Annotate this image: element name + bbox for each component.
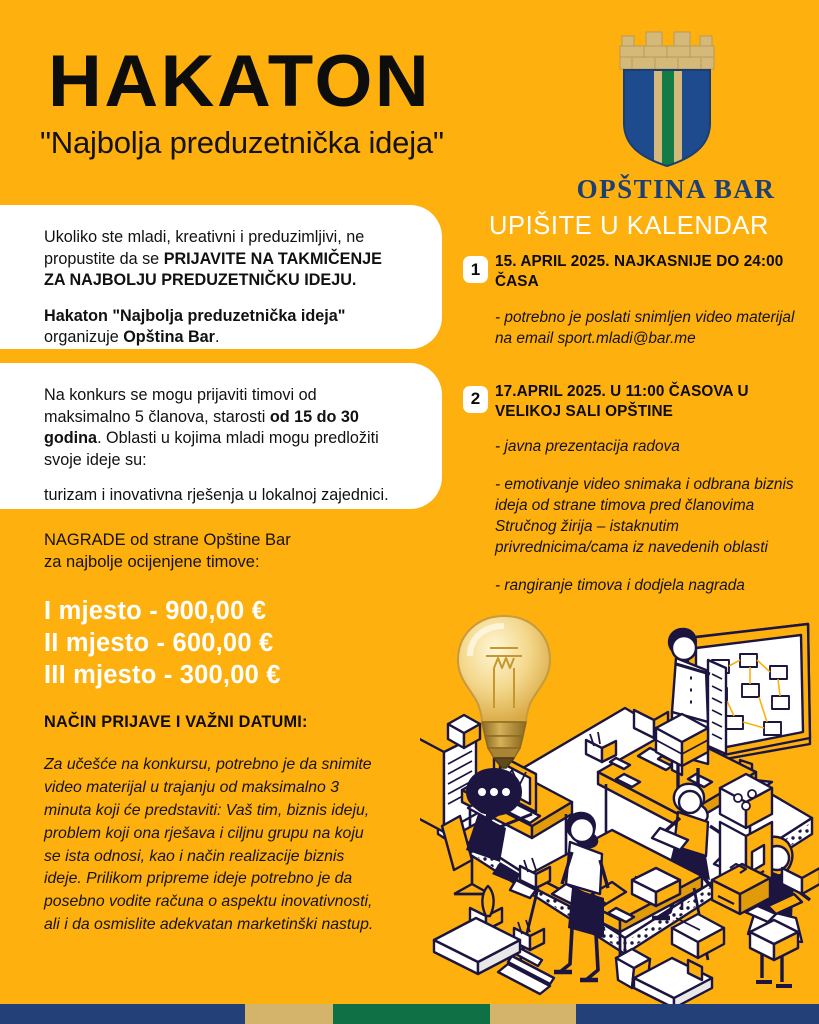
intro-card [0,205,442,349]
intro-paragraph-2 [44,306,406,349]
coat-of-arms-shield-icon [604,28,724,168]
calendar-title-1: 15. APRIL 2025. NAJKASNIJE DO 24:00 ČASA [495,253,784,290]
intro-text-plain: Ukoliko ste mladi, kreativni i preduzimljivi, ne propustite da se [44,228,365,268]
calendar-badge-1: 1 [463,256,488,283]
calendar-title-2: 17.APRIL 2025. U 11:00 ČASOVA U VELIKOJ SALI OPŠTINE [495,382,749,420]
prizes-lead-line-1: NAGRADE od strane Opštine Bar [44,531,291,549]
organizer-period: . [214,328,220,347]
organizer-title-bold: Hakaton "Najbolja preduzetnička ideja" [44,306,346,325]
intro-text-bold: PRIJAVITE NA TAKMIČENJE ZA NAJBOLJU PREDUZETNIČKU IDEJU. [44,249,382,290]
calendar-item-2 [463,382,803,597]
prize-list [44,595,444,692]
prizes-lead-line-2: za najbolje ocijenjene timove: [44,552,260,571]
calendar-note-1-1: - potrebno je poslati snimljen video materijal na email sport.mladi@bar.me [495,308,795,347]
prize-item-3: III mjesto - 300,00 € [44,661,281,690]
intro-paragraph-1 [44,227,406,292]
spacer [44,292,406,306]
prizes-lead [44,530,444,574]
calendar-badge-2: 2 [463,386,488,413]
spacer [44,471,406,485]
calendar-list [463,252,803,603]
prize-item-1: I mjesto - 900,00 € [44,596,267,625]
eligibility-card [0,363,442,509]
stripe-blue-right [576,1004,819,1024]
prizes-section [44,530,444,692]
municipality-name: OPŠTINA BAR [576,174,776,204]
municipality-logo [556,28,796,204]
prize-item-2: II mjesto - 600,00 € [44,628,274,657]
calendar-item-1 [463,252,803,350]
bottom-color-stripe [0,1004,819,1024]
calendar-note-2-3: - rangiranje timova i dodjela nagrada [495,577,745,595]
application-heading: NAČIN PRIJAVE I VAŽNI DATUMI: [44,713,308,731]
calendar-note-2-1: - javna prezentacija radova [495,438,680,456]
isometric-coworking-office-illustration [420,612,819,1012]
eligibility-paragraph [44,385,406,471]
page-title: HAKATON [48,41,432,122]
stripe-green-center [333,1004,490,1024]
calendar-heading: UPIŠITE U KALENDAR [489,212,770,240]
age-range-bold: od 15 do 30 godina [44,407,359,448]
organizer-name-bold: Opština Bar [123,328,215,347]
calendar-note-2-2: - emotivanje video snimaka i odbrana biznis ideja od strane timova pred članovima Stručnog žirija – istaknutim privrednicima/cama iz navedenih oblasti [495,476,794,557]
stripe-gold-right [490,1004,576,1024]
stripe-gold-left [245,1004,333,1024]
topic-areas: turizam i inovativna rješenja u lokalnoj zajednici. [44,486,389,505]
eligibility-text-plain: Na konkurs se mogu prijaviti timovi od maksimalno 5 članova, starosti [44,386,317,426]
application-section [44,713,374,937]
page-subtitle: "Najbolja preduzetnička ideja" [40,125,444,160]
application-body: Za učešće na konkursu, potrebno je da snimite video materijal u trajanju od maksimalno 3 minuta koji će predstaviti: Vaš tim, biznis ideju, problem koji ona rješava i ciljnu grupu na koju se ista odnosi, kao i način realizacije biznis ideje. Prilikom pripreme ideje potrebno je da posebno vodite računa o aspektu inovativnosti, ali i da osmislite adekvatan marketinški nastup. [44,756,374,934]
eligibility-text-tail: . Oblasti u kojima mladi mogu predložiti svoje ideje su: [44,429,379,469]
organizer-text: organizuje [44,328,124,347]
stripe-blue-left [0,1004,245,1024]
